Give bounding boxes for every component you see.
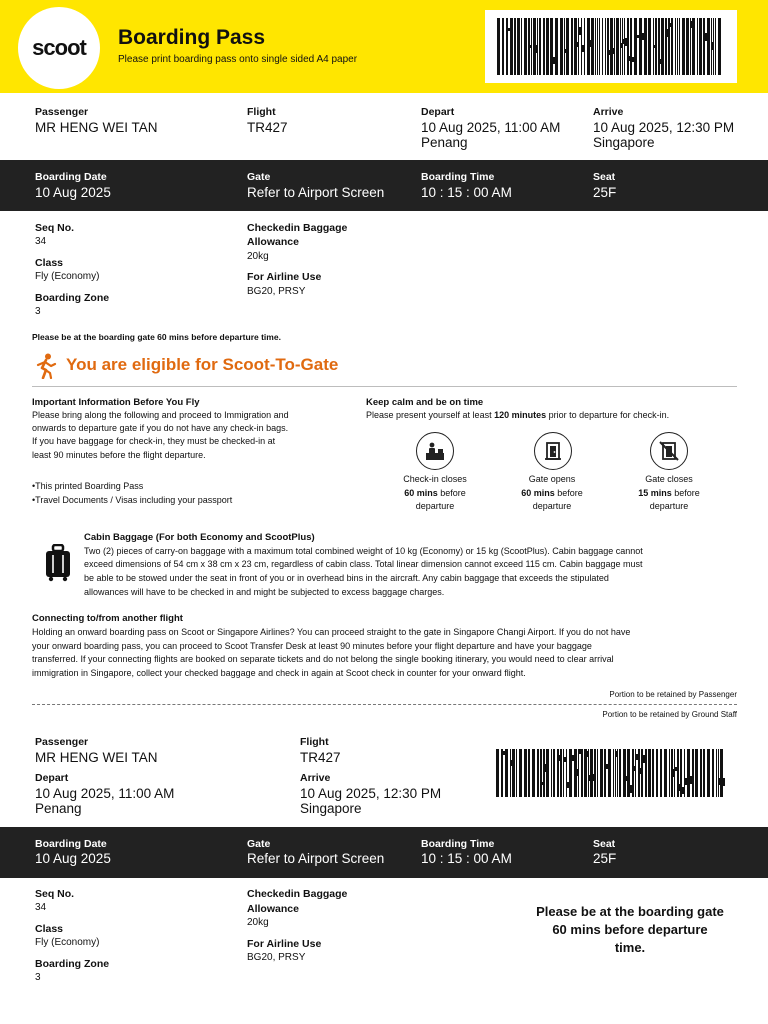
stub-depart-label: Depart bbox=[35, 772, 69, 784]
baggage-label-line2: Allowance bbox=[247, 236, 299, 248]
divider bbox=[32, 386, 737, 387]
stub-seat-value: 25F bbox=[593, 851, 617, 866]
flight-number: TR427 bbox=[247, 120, 288, 135]
reminder-line: Please be at the boarding gate bbox=[536, 904, 724, 919]
caption-line: Gate closes bbox=[645, 474, 693, 484]
connecting-line: immigration in Singapore, collect your checked baggage and check in again at Scoot check in counter for your onward flight. bbox=[32, 668, 526, 678]
stub-seq-no: 34 bbox=[35, 902, 47, 913]
bullet-item: •Travel Documents / Visas including your passport bbox=[32, 495, 233, 505]
seq-no-label: Seq No. bbox=[35, 222, 75, 234]
keep-calm-minutes: 120 minutes bbox=[494, 410, 547, 420]
boarding-date-label: Boarding Date bbox=[35, 171, 107, 183]
stub-boarding-time: 10 : 15 : 00 AM bbox=[421, 851, 512, 866]
arrive-label: Arrive bbox=[593, 106, 624, 118]
stub-flight-label: Flight bbox=[300, 736, 329, 748]
gate-closes-caption bbox=[614, 473, 724, 514]
gate-label: Gate bbox=[247, 171, 271, 183]
stub-arrive-time: 10 Aug 2025, 12:30 PM bbox=[300, 786, 442, 801]
stub-gate-label: Gate bbox=[247, 838, 271, 850]
baggage-label-line1: Checkedin Baggage bbox=[247, 222, 348, 234]
checkin-closes-caption bbox=[380, 473, 490, 514]
stub-boarding-zone-label: Boarding Zone bbox=[35, 958, 110, 970]
stub-airline-use-label: For Airline Use bbox=[247, 938, 322, 950]
cabin-baggage-title: Cabin Baggage (For both Economy and ScootPlus) bbox=[84, 532, 315, 543]
stub-seat-label: Seat bbox=[593, 838, 616, 850]
stub-boarding-date-label: Boarding Date bbox=[35, 838, 107, 850]
gate-closed-icon bbox=[650, 432, 688, 470]
depart-time: 10 Aug 2025, 11:00 AM bbox=[421, 120, 561, 135]
caption-line: Gate opens bbox=[528, 474, 576, 484]
checkin-counter-icon bbox=[416, 432, 454, 470]
boarding-zone-label: Boarding Zone bbox=[35, 292, 110, 304]
page-title: Boarding Pass bbox=[118, 26, 266, 49]
cabin-line: allowances will have to be checked in and might be subjected to excess baggage charges. bbox=[84, 587, 445, 597]
keep-calm-text bbox=[366, 409, 669, 422]
caption-bold: 15 mins bbox=[638, 487, 672, 498]
keep-calm-text-pre: Please present yourself at least bbox=[366, 410, 495, 420]
retain-ground-note: Portion to be retained by Ground Staff bbox=[602, 710, 737, 719]
caption-line: departure bbox=[532, 501, 572, 511]
tear-line bbox=[32, 704, 737, 705]
caption-line: Check-in closes bbox=[403, 474, 467, 484]
bullet-text: This printed Boarding Pass bbox=[35, 481, 144, 491]
header bbox=[0, 0, 768, 93]
flight-label: Flight bbox=[247, 106, 276, 118]
stub-arrive-city: Singapore bbox=[300, 801, 362, 816]
caption-line bbox=[497, 487, 607, 501]
caption-rest: before bbox=[554, 487, 583, 498]
info-title: Important Information Before You Fly bbox=[32, 397, 200, 408]
barcode-graphic bbox=[497, 18, 725, 75]
info-line: onwards to departure gate if you do not have any check-in bags. bbox=[32, 423, 289, 433]
connecting-line: Holding an onward boarding pass on Scoot or Singapore Airlines? You can proceed straight to the gate in Singapore Changi Airport. If you do not have bbox=[32, 627, 631, 637]
caption-line bbox=[614, 487, 724, 501]
stub-passenger-name: MR HENG WEI TAN bbox=[35, 750, 158, 765]
stub-baggage-label-line2: Allowance bbox=[247, 903, 299, 915]
keep-calm-title: Keep calm and be on time bbox=[366, 397, 484, 408]
info-line: least 90 minutes before the flight departure. bbox=[32, 450, 206, 460]
airline-use-label: For Airline Use bbox=[247, 271, 322, 283]
connecting-line: transferred. If your connecting flights are booked on separate tickets and do not belong the single booking itinerary, you would need to clear arrival bbox=[32, 654, 614, 664]
stub-boarding-zone: 3 bbox=[35, 972, 41, 983]
passenger-name: MR HENG WEI TAN bbox=[35, 120, 158, 135]
seat-label: Seat bbox=[593, 171, 616, 183]
stub-airline-use-value: BG20, PRSY bbox=[247, 952, 306, 963]
connecting-title: Connecting to/from another flight bbox=[32, 613, 183, 624]
caption-line bbox=[380, 487, 490, 501]
reminder-line: time. bbox=[614, 940, 646, 955]
stub-class-label: Class bbox=[35, 923, 64, 935]
stub-depart-time: 10 Aug 2025, 11:00 AM bbox=[35, 786, 175, 801]
gate-opens-caption bbox=[497, 473, 607, 514]
gate-value: Refer to Airport Screen bbox=[247, 185, 385, 200]
stub-gate-value: Refer to Airport Screen bbox=[247, 851, 385, 866]
connecting-line: your onward boarding pass, you can proceed to Scoot Transfer Desk at least 90 minutes before your flight departure and have your baggage bbox=[32, 641, 592, 651]
caption-rest: before bbox=[671, 487, 700, 498]
arrive-time: 10 Aug 2025, 12:30 PM bbox=[593, 120, 735, 135]
stub-barcode bbox=[496, 749, 726, 797]
caption-rest: before bbox=[437, 487, 466, 498]
depart-label: Depart bbox=[421, 106, 455, 118]
passenger-label: Passenger bbox=[35, 106, 89, 118]
airline-use-value: BG20, PRSY bbox=[247, 286, 306, 297]
gate-time-note: Please be at the boarding gate 60 mins before departure time. bbox=[32, 332, 281, 342]
barcode bbox=[485, 10, 737, 83]
stub-class-value: Fly (Economy) bbox=[35, 937, 100, 948]
stub-baggage-allowance: 20kg bbox=[247, 917, 269, 928]
stub-boarding-info-bar bbox=[0, 827, 768, 878]
stub-flight-number: TR427 bbox=[300, 750, 341, 765]
stub-arrive-label: Arrive bbox=[300, 772, 331, 784]
baggage-allowance: 20kg bbox=[247, 251, 269, 262]
seq-no: 34 bbox=[35, 236, 47, 247]
depart-city: Penang bbox=[421, 135, 468, 150]
gate-door-icon bbox=[534, 432, 572, 470]
stub-seq-no-label: Seq No. bbox=[35, 888, 75, 900]
class-label: Class bbox=[35, 257, 64, 269]
boarding-info-bar bbox=[0, 160, 768, 211]
cabin-line: be able to be stowed under the seat in front of you or in overhead bins in the aircraft. Any cabin baggage that exceeds the stipulated bbox=[84, 573, 609, 583]
stub-baggage-label-line1: Checkedin Baggage bbox=[247, 888, 348, 900]
retain-passenger-note: Portion to be retained by Passenger bbox=[609, 690, 737, 699]
reminder-line: 60 mins before departure bbox=[552, 922, 708, 937]
boarding-date: 10 Aug 2025 bbox=[35, 185, 111, 200]
arrive-city: Singapore bbox=[593, 135, 655, 150]
walking-person-icon bbox=[34, 353, 58, 379]
logo-text: scoot bbox=[32, 35, 86, 60]
bullet-item: •This printed Boarding Pass bbox=[32, 481, 144, 491]
stub-boarding-date: 10 Aug 2025 bbox=[35, 851, 111, 866]
seat-value: 25F bbox=[593, 185, 617, 200]
boarding-zone: 3 bbox=[35, 306, 41, 317]
cabin-line: Two (2) pieces of carry-on baggage with a maximum total combined weight of 10 kg (Economy) or 15 kg (ScootPlus). Cabin baggage cannot bbox=[84, 546, 643, 556]
scoot-logo bbox=[18, 7, 100, 89]
boarding-time-label: Boarding Time bbox=[421, 171, 495, 183]
boarding-gate-reminder bbox=[522, 903, 738, 957]
caption-bold: 60 mins bbox=[521, 487, 555, 498]
info-line: Please bring along the following and proceed to Immigration and bbox=[32, 410, 289, 420]
caption-bold: 60 mins bbox=[404, 487, 438, 498]
boarding-time: 10 : 15 : 00 AM bbox=[421, 185, 512, 200]
caption-line: departure bbox=[415, 501, 455, 511]
stub-boarding-time-label: Boarding Time bbox=[421, 838, 495, 850]
page-subtitle: Please print boarding pass onto single sided A4 paper bbox=[118, 54, 358, 65]
caption-line: departure bbox=[649, 501, 689, 511]
bullet-text: Travel Documents / Visas including your passport bbox=[35, 495, 233, 505]
stub-passenger-label: Passenger bbox=[35, 736, 89, 748]
class-value: Fly (Economy) bbox=[35, 271, 100, 282]
cabin-line: exceed dimensions of 54 cm x 38 cm x 23 cm, regardless of cabin class. Total linear dimension cannot exceed 115 cm. Cabin baggage must bbox=[84, 559, 643, 569]
keep-calm-text-post: prior to departure for check-in. bbox=[546, 410, 670, 420]
scoot-to-gate-heading: You are eligible for Scoot-To-Gate bbox=[66, 355, 339, 374]
info-line: If you have baggage for check-in, they must be checked-in at bbox=[32, 436, 276, 446]
stub-depart-city: Penang bbox=[35, 801, 82, 816]
luggage-icon bbox=[43, 544, 73, 582]
